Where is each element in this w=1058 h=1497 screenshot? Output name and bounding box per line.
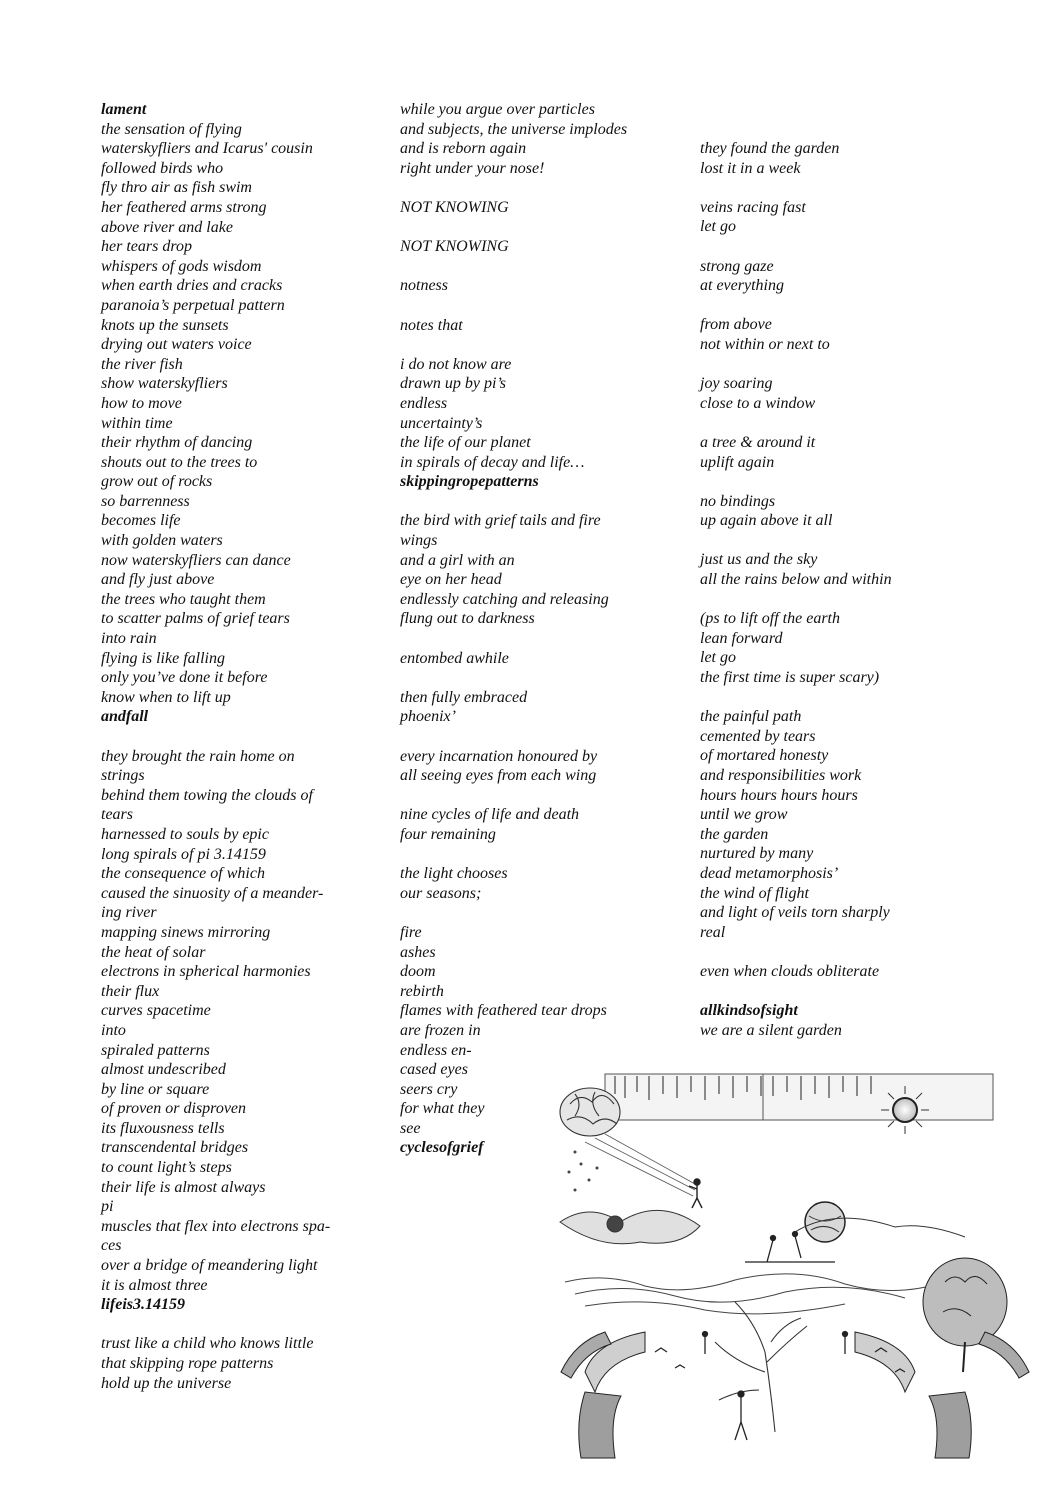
poem-line: their flux [101, 982, 160, 1000]
eye-cloud [560, 1210, 700, 1243]
poem-line: the life of our planet [400, 434, 531, 452]
poem-line: the trees who taught them [101, 590, 266, 608]
poem-line: its fluxousness tells [101, 1119, 225, 1137]
poem-line: knots up the sunsets [101, 316, 229, 334]
poem-line [400, 786, 627, 806]
poem-line: until we grow [700, 806, 788, 824]
poem-line: let go [700, 649, 736, 667]
poem-line: a tree & around it [700, 433, 816, 451]
poem-line [700, 472, 892, 492]
poem-line: the painful path [700, 708, 802, 726]
poem-line: electrons in spherical harmonies [101, 963, 311, 981]
poem-line: waterskyfliers and Icarus' cousin [101, 140, 313, 158]
poem-line: see [400, 1119, 421, 1137]
poem-line: drawn up by pi’s [400, 375, 506, 393]
poem-line: by line or square [101, 1080, 210, 1098]
poem-line: (ps to lift off the earth [700, 610, 840, 628]
poem-line: hours hours hours hours [700, 786, 858, 804]
poem-line: endless [400, 394, 448, 412]
poem-line [400, 296, 627, 316]
poem-line: her tears drop [101, 238, 192, 256]
sun-icon [881, 1086, 929, 1134]
river-waters [565, 1274, 945, 1314]
poem-line [400, 903, 627, 923]
poem-line: only you’ve done it before [101, 669, 268, 687]
poem-line [400, 845, 627, 865]
poem-line: flung out to darkness [400, 610, 535, 628]
poem-line: seers cry [400, 1080, 458, 1098]
poem-line: nurtured by many [700, 845, 814, 863]
poem-line: fire [400, 923, 422, 941]
poem-line: every incarnation honoured by [400, 747, 598, 765]
poem-line: of proven or disproven [101, 1100, 247, 1118]
poem-line: eye on her head [400, 571, 502, 589]
poem-line: caused the sinuosity of a meander- [101, 884, 324, 902]
poem-line [700, 296, 892, 316]
arches-bottom [561, 1332, 1029, 1458]
poem-line: from above [700, 316, 772, 334]
poem-line: mapping sinews mirroring [101, 923, 271, 941]
poem-line: flying is like falling [101, 649, 225, 667]
globe-icon [795, 1202, 965, 1242]
poem-line: right under your nose! [400, 159, 545, 177]
poem-line: phoenix’ [400, 708, 456, 726]
poem-line: hold up the universe [101, 1374, 232, 1392]
poem-line: so barrenness [101, 492, 190, 510]
poem-line: i do not know are [400, 355, 512, 373]
poem-column-right [700, 139, 892, 1040]
poem-line: the river fish [101, 355, 183, 373]
poem-line: notness [400, 277, 448, 295]
poem-line [700, 355, 892, 375]
poem-line: becomes life [101, 512, 181, 530]
poem-line: their rhythm of dancing [101, 434, 253, 452]
poem-line: joy soaring [700, 375, 773, 393]
poem-line [700, 688, 892, 708]
poem-line: they found the garden [700, 140, 840, 157]
poem-column-middle [400, 100, 627, 1158]
poem-line: close to a window [700, 394, 816, 412]
poem-line: harnessed to souls by epic [101, 825, 269, 843]
poem-line: they brought the rain home on [101, 747, 295, 765]
poem-title: allkindsofsight [700, 1002, 798, 1020]
poem-line: then fully embraced [400, 688, 528, 706]
poem-line: transcendental bridges [101, 1139, 249, 1157]
poem-line: ing river [101, 904, 157, 922]
poem-line: doom [400, 963, 436, 981]
poem-line: muscles that flex into electrons spa- [101, 1217, 331, 1235]
poem-title: lifeis3.14159 [101, 1296, 185, 1314]
poem-line: strings [101, 767, 145, 785]
poem-line: their life is almost always [101, 1178, 266, 1196]
poem-line: wings [400, 532, 438, 550]
poem-line: lean forward [700, 629, 783, 647]
poem-line: now waterskyfliers can dance [101, 551, 291, 569]
poem-line: that skipping rope patterns [101, 1355, 274, 1372]
poem-line: veins racing fast [700, 198, 806, 216]
poem-line: even when clouds obliterate [700, 962, 880, 980]
poem-line: cemented by tears [700, 727, 816, 745]
poem-line: how to move [101, 394, 182, 412]
poem-line: uplift again [700, 453, 775, 471]
poem-line: uncertainty’s [400, 414, 483, 432]
cloud-tree [560, 1088, 620, 1136]
poem-title: skippingropepatterns [400, 473, 539, 491]
poem-line: and fly just above [101, 571, 215, 589]
poem-line: strong gaze [700, 257, 774, 275]
poem-line: pi [101, 1198, 114, 1216]
poem-line: nine cycles of life and death [400, 806, 580, 824]
poem-line: no bindings [700, 492, 776, 510]
poem-column-left [101, 100, 330, 1393]
poem-line: NOT KNOWING [400, 198, 509, 216]
poem-line: endless en- [400, 1041, 472, 1059]
poem-line [400, 257, 627, 277]
poem-line [101, 1315, 330, 1335]
tree-center [715, 1302, 807, 1432]
poem-line [400, 335, 627, 355]
poem-line: the consequence of which [101, 865, 265, 883]
poem-line [700, 237, 892, 257]
poem-line: endlessly catching and releasing [400, 590, 609, 608]
poem-line [700, 413, 892, 433]
poem-line: when earth dries and cracks [101, 277, 283, 295]
poem-line: up again above it all [700, 512, 833, 530]
poem-line: all the rains below and within [700, 571, 892, 589]
figures-standing [703, 1332, 848, 1441]
poem-line: of mortared honesty [700, 747, 829, 765]
poem-line: curves spacetime [101, 1002, 211, 1020]
poem-line: drying out waters voice [101, 336, 252, 354]
poem-line: show waterskyfliers [101, 375, 228, 393]
poem-line: four remaining [400, 825, 496, 843]
poem-line: not within or next to [700, 335, 830, 353]
poem-line: the garden [700, 825, 769, 843]
poem-line: with golden waters [101, 532, 223, 550]
poem-line: our seasons; [400, 884, 482, 902]
poem-line: notes that [400, 316, 463, 334]
poem-line: know when to lift up [101, 688, 231, 706]
poem-line: just us and the sky [700, 551, 818, 569]
poem-line: we are a silent garden [700, 1021, 842, 1039]
poem-line [400, 178, 627, 198]
poem-line [700, 178, 892, 198]
poem-line: NOT KNOWING [400, 238, 509, 256]
poem-line: real [700, 923, 726, 941]
poem-line: for what they [400, 1100, 485, 1118]
poem-line: and a girl with an [400, 551, 515, 569]
figure-walker [689, 1179, 702, 1208]
poem-line [400, 218, 627, 238]
poem-line: all seeing eyes from each wing [400, 767, 597, 785]
poem-line [400, 727, 627, 747]
poem-line: and responsibilities work [700, 767, 862, 784]
poem-line [700, 531, 892, 551]
poem-line: ces [101, 1237, 122, 1255]
poem-line: the wind of flight [700, 884, 809, 902]
poem-title: lament [101, 101, 147, 118]
sky-left [605, 1074, 775, 1120]
poem-line: flames with feathered tear drops [400, 1002, 607, 1020]
poem-line [700, 590, 892, 610]
poem-line: in spirals of decay and life… [400, 453, 585, 471]
rain-strings [568, 1134, 696, 1196]
poem-line: rebirth [400, 982, 444, 1000]
poem-line: whispers of gods wisdom [101, 257, 262, 275]
poem-line: followed birds who [101, 159, 224, 177]
poem-line: paranoia’s perpetual pattern [101, 296, 285, 314]
poem-line: almost undescribed [101, 1061, 226, 1079]
poem-line: above river and lake [101, 218, 233, 236]
poem-line: let go [700, 218, 736, 236]
poem-line: the heat of solar [101, 943, 206, 961]
poem-line: to count light’s steps [101, 1159, 232, 1177]
poem-line: tears [101, 806, 133, 824]
poem-line: dead metamorphosis’ [700, 864, 839, 882]
poem-line: the first time is super scary) [700, 669, 880, 687]
poem-line: lost it in a week [700, 159, 801, 177]
poem-line: long spirals of pi 3.14159 [101, 845, 266, 863]
poem-line: ashes [400, 943, 436, 961]
poem-line: over a bridge of meandering light [101, 1257, 318, 1275]
poem-line: and is reborn again [400, 140, 527, 158]
poem-line: at everything [700, 277, 784, 295]
poem-line: while you argue over particles [400, 101, 595, 118]
poem-line: cased eyes [400, 1061, 468, 1079]
sky-right [763, 1074, 993, 1120]
poem-title: cyclesofgrief [400, 1139, 484, 1157]
poem-line: spiraled patterns [101, 1041, 210, 1059]
poem-line: into rain [101, 630, 157, 648]
poem-line: trust like a child who knows little [101, 1335, 314, 1353]
poem-line: shouts out to the trees to [101, 453, 258, 471]
poem-line: the light chooses [400, 865, 508, 883]
poem-line: the bird with grief tails and fire [400, 512, 601, 530]
poem-line: are frozen in [400, 1021, 481, 1039]
poem-line [400, 629, 627, 649]
poem-line: and subjects, the universe implodes [400, 120, 628, 138]
poem-line [400, 492, 627, 512]
poem-line [400, 668, 627, 688]
poem-title: andfall [101, 708, 149, 726]
tree-right [923, 1258, 1007, 1372]
poem-line: grow out of rocks [101, 473, 213, 491]
poem-line [700, 982, 892, 1002]
poem-line: within time [101, 414, 173, 432]
poem-line: entombed awhile [400, 649, 509, 667]
poem-line: her feathered arms strong [101, 198, 267, 216]
poem-line: it is almost three [101, 1276, 208, 1294]
garden-illustration [545, 1072, 1035, 1462]
poem-line: behind them towing the clouds of [101, 786, 313, 804]
poem-line [700, 942, 892, 962]
poem-line: and light of veils torn sharply [700, 904, 890, 922]
poem-line: into [101, 1021, 126, 1039]
poem-line: fly thro air as fish swim [101, 179, 252, 197]
poem-line: to scatter palms of grief tears [101, 610, 290, 628]
poem-line [101, 727, 330, 747]
poem-line: the sensation of flying [101, 120, 242, 138]
